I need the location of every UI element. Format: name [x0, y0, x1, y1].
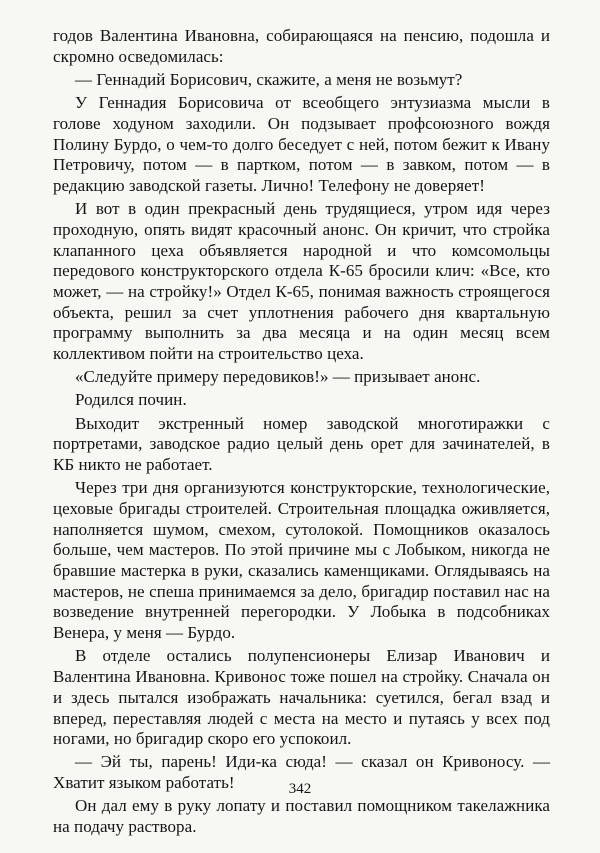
paragraph-4: И вот в один прекрасный день трудящиеся, утром идя через проходную, опять видят красочный анонс. Он кричит, что стройка клапанного цеха объявляется народной и что комсомольцы передового конструкторского отдела К-65 бросили клич: «Все, кто может, — на стройку!» Отдел К-65, понимая важность строящегося объекта, решил за счет уплотнения рабочего дня квартальную программу выполнить за два месяца и на один месяц всем коллективом пойти на строительство цеха. [53, 199, 550, 364]
page-number: 342 [288, 781, 312, 797]
paragraph-1: годов Валентина Ивановна, собирающаяся на пенсию, подошла и скромно осведомилась: [53, 26, 550, 66]
paragraph-6: Родился почин. [75, 390, 187, 410]
paragraph-10: — Эй ты, парень! Иди-ка сюда! — сказал он Кривоносу. — Хватит языком работать! [53, 752, 550, 793]
paragraph-11: Он дал ему в руку лопату и поставил помощником такелажника на подачу раствора. [53, 796, 550, 837]
paragraph-9: В отделе остались полупенсионеры Елизар Иванович и Валентина Ивановна. Кривонос тоже пошел на стройку. Сначала он и здесь пытался изображать начальника: суетился, бегал взад и вперед, переставляя людей с места на место и путаясь у всех под ногами, но бригадир скоро его успокоил. [53, 646, 550, 749]
paragraph-2: — Геннадий Борисович, скажите, а меня не возьмут? [75, 69, 463, 89]
body-text [53, 26, 550, 838]
paragraph-3: У Геннадия Борисовича от всеобщего энтузиазма мысли в голове ходуном заходили. Он подзывает профсоюзного вождя Полину Бурдо, о чем-то долго беседует с ней, потом бежит к Ивану Петровичу, потом — в партком, потом — в завком, потом — в редакцию заводской газеты. Лично! Телефону не доверяет! [53, 93, 550, 195]
paragraph-5: «Следуйте примеру передовиков!» — призывает анонс. [75, 367, 481, 387]
paragraph-8: Через три дня организуются конструкторские, технологические, цеховые бригады строителей. Строительная площадка оживляется, наполняется шумом, смехом, сутолокой. Помощников оказалось больше, чем мастеров. По этой причине мы с Лобыком, никогда не бравшие мастерка в руки, сказались каменщиками. Оглядываясь на мастеров, не спеша принимаемся за дело, бригадир поставил нас на возведение внутренней перегородки. У Лобыка в подсобниках Венера, у меня — Бурдо. [53, 478, 550, 643]
paragraph-7: Выходит экстренный номер заводской многотиражки с портретами, заводское радио целый день орет для зачинателей, в КБ никто не работает. [53, 413, 550, 475]
